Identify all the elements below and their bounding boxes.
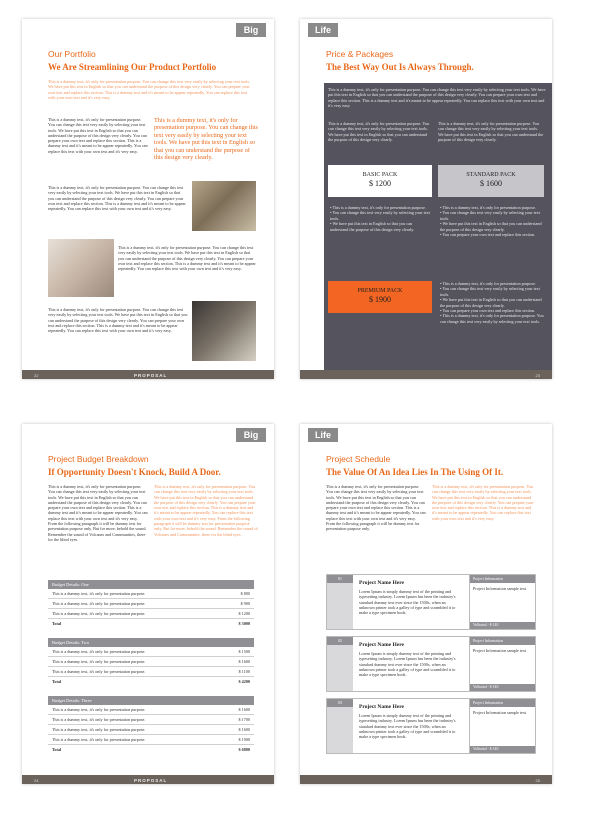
list-item: • You can prepare your own text and replace this section. [440, 308, 544, 313]
list-item: • We have put this text in English so that you can understand the purpose of this design very clearly. [440, 297, 544, 308]
column-right-text: This is a dummy text, it's only for presentation purpose. You can change this text very easily by selecting your text tools. We have put this text in English so that you can understand the purpose of this design very clearly. [438, 121, 544, 142]
construction-worker-photo [192, 181, 256, 231]
project-number: 01 [327, 575, 353, 583]
row-amount: $ 1500 [238, 649, 250, 654]
total-amount: $ 6800 [238, 747, 250, 752]
premium-pack-name: PREMIUM PACK [357, 288, 403, 294]
row-amount: $ 1600 [238, 659, 250, 664]
row-label: This is a dummy text, it's only for presentation purpose. [52, 659, 146, 664]
section-tab: Big [236, 23, 266, 37]
project-title: Project Name Here [359, 704, 404, 710]
intro-text: This is a dummy text, it's only for presentation purpose. You can change this text very easily by selecting your text tools. We have put this text in English so that you can understand the purpose of this design very clearly. You can prepare your own text and replace this section. This is a dummy text and it's meant to be appear repeatedly. You can replace this text with your own text and it's very easy. [328, 87, 546, 108]
standard-pack-card[interactable] [438, 165, 544, 197]
table-row [48, 589, 254, 599]
project-info [469, 637, 535, 691]
project-info-text: Project Information sample text [473, 710, 527, 715]
project-title: Project Name Here [359, 580, 404, 586]
body-column-right: This is a dummy text, it's only for presentation purpose. You can change this text very easily by selecting your text tools. We have put this text in English so that you can understand the purpose of this design very clearly. You can prepare your own text and replace this section. This is a dummy text and it's meant to be appear repeatedly. You can replace this text with your own text and it's very easy. [432, 484, 534, 521]
project-number: 02 [327, 637, 353, 645]
project-row [326, 636, 536, 692]
row-label: This is a dummy text, it's only for presentation purpose. [52, 601, 146, 606]
row-amount: $ 1900 [238, 737, 250, 742]
page-footer [22, 775, 274, 784]
table-total-row [48, 745, 254, 755]
section-headline: We Are Streamlining Our Product Portfolio [48, 62, 217, 72]
table-row [48, 667, 254, 677]
standard-pack-price: $ 1600 [480, 179, 502, 188]
table-row [48, 715, 254, 725]
basic-pack-name: BASIC PACK [362, 172, 398, 178]
project-number-cell [327, 637, 353, 691]
project-description: Lorem Ipsum is simply dummy text of the printing and typesetting industry. Lorem Ipsum has been the industry's standard dummy text ever since the 1500s, when an unknown printer took a galley of type and scrambled it to make a type specimen book. [359, 589, 456, 616]
premium-pack-price: $ 1900 [369, 295, 391, 304]
body-column-left: This is a dummy text, it's only for presentation purpose. You can change this text very easily by selecting your text tools. We have put this text in English so that you can understand the purpose of this design very clearly. You can prepare your own text and replace this section. This is a dummy text and it's meant to be appear repeatedly. You can replace this text with your own text and it's very easy. From the following paragraph it will be dummy text for presentation purpose only. But for more, behold the sound. Remember the sound of Volcanes and Communities, there for the blind eyes. [48, 484, 148, 542]
project-info [469, 699, 535, 753]
project-info-title: Project Information [470, 637, 535, 645]
project-number: 03 [327, 699, 353, 707]
row-amount: $ 900 [240, 601, 250, 606]
list-item: • You can change this text very easily by selecting your text tools. [440, 210, 544, 221]
row-label: This is a dummy text, it's only for presentation purpose. [52, 669, 146, 674]
pricing-panel [324, 83, 552, 370]
total-amount: $ 4200 [238, 679, 250, 684]
body-paragraph-3: This is a dummy text, it's only for presentation purpose. You can change this text very easily by selecting your text tools. We have put this text in English so that you can understand the purpose of this design very clearly. You can prepare your own text and replace this section. This is a dummy text and it's meant to be appear repeatedly. You can replace this text with your own text and it's very easy. [118, 245, 256, 272]
table-row [48, 735, 254, 745]
table-row [48, 657, 254, 667]
premium-pack-card[interactable] [328, 281, 432, 313]
project-title: Project Name Here [359, 642, 404, 648]
standard-pack-features [440, 205, 544, 237]
table-total-row [48, 677, 254, 687]
list-item: • This is a dummy text, it's only for presentation purpose. [440, 205, 544, 210]
page-number: 22 [34, 373, 39, 378]
page-project-budget [22, 424, 274, 784]
row-amount: $ 1600 [238, 727, 250, 732]
project-info-text: Project Information sample text [473, 586, 527, 591]
pull-quote: This is a dummy text, it's only for presentation purpose. You can change this text very easily by selecting your text tools. We have put this text in English so that you can understand the purpose of this design very clearly. [154, 117, 258, 162]
page-number: 24 [34, 778, 39, 783]
basic-pack-features [330, 205, 430, 232]
section-headline: The Value Of An Idea Lies In The Using Of It. [326, 467, 504, 477]
project-description: Lorem Ipsum is simply dummy text of the printing and typesetting industry. Lorem Ipsum has been the industry's standard dummy text ever since the 1500s, when an unknown printer took a galley of type and scrambled it to make a type specimen book. [359, 713, 456, 740]
section-eyebrow: Price & Packages [326, 49, 394, 59]
column-left-text: This is a dummy text, it's only for presentation purpose. You can change this text very easily by selecting your text tools. We have put this text in English so that you can understand the purpose of this design very clearly. [328, 121, 430, 142]
table-row [48, 705, 254, 715]
project-info-footer: Volhattal - $ 140 [470, 622, 535, 629]
budget-table-title: Budget Details: Three [48, 696, 254, 705]
section-tab: Life [308, 428, 338, 442]
page-footer [300, 775, 552, 784]
intro-text: This is a dummy text, it's only for presentation purpose. You can change this text very easily by selecting your text tools. We have put this text in English so that you can understand the purpose of this design very clearly. You can prepare your own text and replace this section. This is a dummy text and it's meant to be appear repeatedly. You can replace this text with your own text and it's very easy. [48, 79, 251, 100]
list-item: • This is a dummy text, it's only for presentation purpose. You can change this text very easily by selecting your text tools. [440, 313, 544, 324]
project-info-footer: Volhattal - $ 140 [470, 746, 535, 753]
body-paragraph-4: This is a dummy text, it's only for presentation purpose. You can change this text very easily by selecting your text tools. We have put this text in English so that you can understand the purpose of this design very clearly. You can prepare your own text and replace this section. This is a dummy text and it's meant to be appear repeatedly. You can replace this text with your own text and it's very easy. [48, 307, 188, 334]
page-footer [22, 370, 274, 379]
page-number: 23 [535, 373, 540, 378]
list-item: • We have put this text in English so that you can understand the purpose of this design very clearly. [440, 221, 544, 232]
basic-pack-price: $ 1200 [369, 179, 391, 188]
body-paragraph-2: This is a dummy text, it's only for presentation purpose. You can change this text very easily by selecting your text tools. We have put this text in English so that you can understand the purpose of this design very clearly. You can prepare your own text and replace this section. This is a dummy text and it's meant to be appear repeatedly. You can replace this text with your own text and it's very easy. [48, 185, 186, 212]
budget-table-two [48, 638, 254, 687]
project-description: Lorem Ipsum is simply dummy text of the printing and typesetting industry. Lorem Ipsum has been the industry's standard dummy text ever since the 1500s, when an unknown printer took a galley of type and scrambled it to make a type specimen book. [359, 651, 456, 678]
section-headline: If Opportunity Doesn't Knock, Build A Door. [48, 467, 221, 477]
row-label: This is a dummy text, it's only for presentation purpose. [52, 611, 146, 616]
project-row [326, 574, 536, 630]
body-column-right: This is a dummy text, it's only for presentation purpose. You can change this text very easily by selecting your text tools. We have put this text in English so that you can understand the purpose of this design very clearly. You can prepare your own text and replace this section. This is a dummy text and it's meant to be appear repeatedly. You can replace this text with your own text and it's very easy. From the following paragraph it will be dummy text for presentation purpose only. But for more, behold the sound. Remember the sound of Volcanes and Communities, there for the blind eyes. [154, 484, 258, 537]
page-project-schedule [300, 424, 552, 784]
section-eyebrow: Project Schedule [326, 454, 391, 464]
row-label: This is a dummy text, it's only for presentation purpose. [52, 727, 146, 732]
budget-table-title: Budget Details: Two [48, 638, 254, 647]
premium-pack-features [440, 281, 544, 324]
project-number-cell [327, 699, 353, 753]
project-info-title: Project Information [470, 575, 535, 583]
section-tab: Big [236, 428, 266, 442]
row-amount: $ 1700 [238, 717, 250, 722]
body-column-left: This is a dummy text, it's only for presentation purpose. You can change this text very easily by selecting your text tools. We have put this text in English so that you can understand the purpose of this design very clearly. You can prepare your own text and replace this section. This is a dummy text and it's meant to be appear repeatedly. You can replace this text with your own text and it's very easy. From the following paragraph it will be dummy text for presentation purpose only. [326, 484, 426, 532]
row-label: This is a dummy text, it's only for presentation purpose. [52, 707, 146, 712]
table-row [48, 725, 254, 735]
table-total-row [48, 619, 254, 629]
total-amount: $ 3000 [238, 621, 250, 626]
row-amount: $ 1600 [238, 707, 250, 712]
brand-mark: PROPOSAL [134, 778, 168, 783]
list-item: • You can change this text very easily by selecting your text tools. [440, 286, 544, 297]
list-item: • We have put this text in English so that you can understand the purpose of this design very clearly. [330, 221, 430, 232]
table-row [48, 599, 254, 609]
page-price-packages [300, 19, 552, 379]
row-label: This is a dummy text, it's only for presentation purpose. [52, 737, 146, 742]
total-label: Total [52, 747, 62, 752]
budget-table-one [48, 580, 254, 629]
engineer-photo [192, 301, 256, 361]
woman-photo [48, 239, 114, 297]
project-info [469, 575, 535, 629]
table-row [48, 609, 254, 619]
list-item: • You can prepare your own text and replace this section. [440, 232, 544, 237]
project-info-footer: Volhattal - $ 140 [470, 684, 535, 691]
list-item: • This is a dummy text, it's only for presentation purpose. [330, 205, 430, 210]
row-amount: $ 1200 [238, 611, 250, 616]
section-tab: Life [308, 23, 338, 37]
total-label: Total [52, 621, 62, 626]
table-row [48, 647, 254, 657]
row-amount: $ 1100 [238, 669, 250, 674]
standard-pack-name: STANDARD PACK [466, 172, 516, 178]
section-eyebrow: Our Portfolio [48, 49, 96, 59]
project-row [326, 698, 536, 754]
section-eyebrow: Project Budget Breakdown [48, 454, 149, 464]
row-label: This is a dummy text, it's only for presentation purpose. [52, 649, 146, 654]
total-label: Total [52, 679, 62, 684]
budget-table-title: Budget Details: One [48, 580, 254, 589]
project-info-title: Project Information [470, 699, 535, 707]
brand-mark: PROPOSAL [134, 373, 168, 378]
list-item: • You can change this text very easily by selecting your text tools. [330, 210, 430, 221]
section-headline: The Best Way Out Is Always Through. [326, 62, 474, 72]
row-amount: $ 800 [240, 591, 250, 596]
row-label: This is a dummy text, it's only for presentation purpose. [52, 591, 146, 596]
project-info-text: Project Information sample text [473, 648, 527, 653]
row-label: This is a dummy text, it's only for presentation purpose. [52, 717, 146, 722]
basic-pack-card[interactable] [328, 165, 432, 197]
list-item: • This is a dummy text, it's only for presentation purpose. [440, 281, 544, 286]
page-number: 25 [535, 778, 540, 783]
project-number-cell [327, 575, 353, 629]
page-our-portfolio [22, 19, 274, 379]
budget-table-three [48, 696, 254, 755]
page-footer [300, 370, 552, 379]
body-column-left: This is a dummy text, it's only for presentation purpose. You can change this text very easily by selecting your text tools. We have put this text in English so that you can understand the purpose of this design very clearly. You can prepare your own text and replace this section. This is a dummy text and it's meant to be appear repeatedly. You can replace this text with your own text and it's very easy. [48, 117, 148, 154]
